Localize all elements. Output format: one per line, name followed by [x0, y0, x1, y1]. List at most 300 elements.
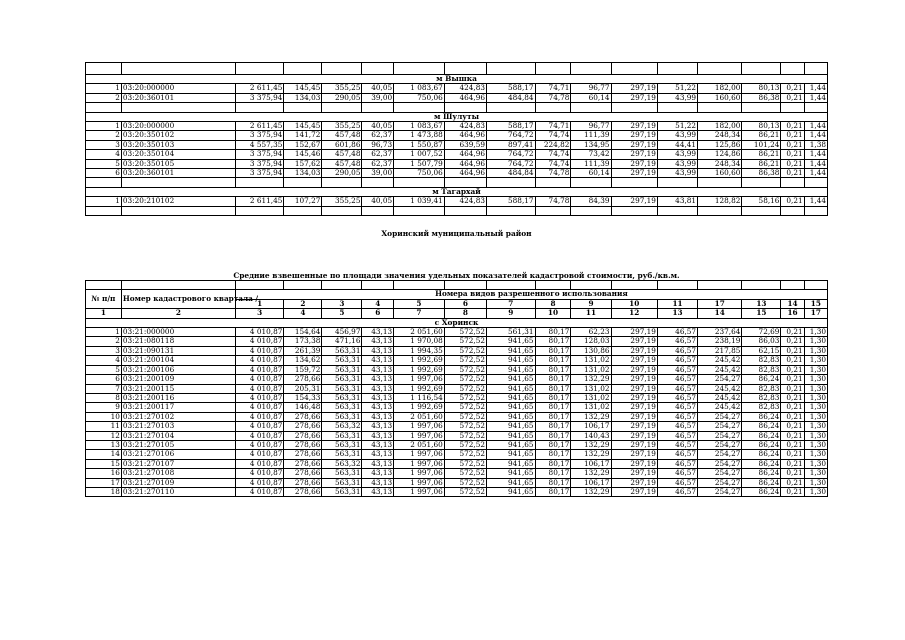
table-row	[86, 356, 828, 365]
table-cell: 572,52	[444, 403, 486, 412]
table-cell	[804, 63, 827, 75]
table-cell: 12	[86, 431, 122, 440]
table-cell: 43,13	[362, 431, 394, 440]
header-type-number: 15	[804, 299, 827, 308]
table-cell	[657, 103, 697, 112]
table-cell: 1	[86, 122, 122, 131]
table-cell	[86, 103, 122, 112]
table-cell: 484,84	[487, 169, 536, 178]
table-cell: 572,52	[444, 412, 486, 421]
header-type-number: 6	[444, 299, 486, 308]
table-cell: 254,27	[698, 431, 742, 440]
table-row	[86, 150, 828, 159]
table-cell: 4 010,87	[235, 384, 284, 393]
table-cell: 46,57	[657, 328, 697, 337]
table-cell: 290,05	[322, 169, 362, 178]
table-row	[86, 450, 828, 459]
table-subtitle-row	[86, 268, 828, 281]
table-cell: 1	[86, 328, 122, 337]
table-cell: 96,77	[571, 122, 611, 131]
table-cell: 03:20:210102	[121, 197, 235, 206]
table-cell: 297,19	[611, 328, 657, 337]
table-cell: 3 375,94	[235, 93, 284, 102]
table-cell: 154,33	[284, 393, 322, 402]
table-cell: 86,38	[742, 169, 781, 178]
table-cell: 1,44	[804, 169, 827, 178]
table-cell: 2 611,45	[235, 122, 284, 131]
table-cell: 0,21	[781, 384, 804, 393]
table-cell: 74,74	[535, 159, 571, 168]
table-cell: 457,48	[322, 159, 362, 168]
table-cell: 74,74	[535, 150, 571, 159]
table-cell: 572,52	[444, 422, 486, 431]
table-cell: 941,65	[487, 440, 536, 449]
table-cell: 563,31	[322, 478, 362, 487]
table-cell: 03:21:080118	[121, 337, 235, 346]
table-cell	[444, 63, 486, 75]
table-cell: 80,17	[535, 375, 571, 384]
table-cell: 140,43	[571, 431, 611, 440]
table-cell: 1,30	[804, 393, 827, 402]
table-cell	[571, 206, 611, 215]
table-cell: 563,31	[322, 403, 362, 412]
table-cell: 60,14	[571, 169, 611, 178]
header-type-number: 1	[235, 299, 284, 308]
table-cell	[698, 281, 742, 290]
table-cell: 4 010,87	[235, 450, 284, 459]
table-cell	[781, 178, 804, 187]
table-cell: 74,78	[535, 197, 571, 206]
table-cell: 471,16	[322, 337, 362, 346]
header-type-number: 5	[394, 299, 445, 308]
table-cell: 297,19	[611, 459, 657, 468]
table-row	[86, 422, 828, 431]
table-cell: 0,21	[781, 346, 804, 355]
table-cell: 464,96	[444, 150, 486, 159]
column-index: 14	[698, 309, 742, 318]
table-cell: 572,52	[444, 346, 486, 355]
table-cell: 297,19	[611, 403, 657, 412]
table-cell: 941,65	[487, 469, 536, 478]
table-cell: 43,13	[362, 440, 394, 449]
table-cell: 111,39	[571, 131, 611, 140]
table-cell: 14	[86, 450, 122, 459]
table-cell: 4 010,87	[235, 440, 284, 449]
table-cell: 4 010,87	[235, 337, 284, 346]
table-cell	[804, 103, 827, 112]
table-cell: 80,17	[535, 431, 571, 440]
table-cell: 4 010,87	[235, 356, 284, 365]
table-cell: 82,83	[742, 356, 781, 365]
table-row	[86, 169, 828, 178]
column-index: 10	[535, 309, 571, 318]
table-cell: 86,03	[742, 337, 781, 346]
table-cell: 132,29	[571, 440, 611, 449]
table-cell: 43,13	[362, 459, 394, 468]
table-cell: 0,21	[781, 122, 804, 131]
section-title: с Хоринск	[86, 318, 828, 327]
table-cell: 464,96	[444, 93, 486, 102]
table-cell: 131,02	[571, 403, 611, 412]
table-cell	[235, 63, 284, 75]
table-cell: 563,31	[322, 440, 362, 449]
table-cell: 563,31	[322, 412, 362, 421]
table-cell	[742, 178, 781, 187]
table-cell: 355,25	[322, 197, 362, 206]
table-cell	[611, 206, 657, 215]
table-cell: 224,82	[535, 140, 571, 149]
table-cell: 43,99	[657, 159, 697, 168]
table-cell: 278,66	[284, 450, 322, 459]
table-cell: 464,96	[444, 169, 486, 178]
table-cell: 4	[86, 356, 122, 365]
header-type-number: 2	[284, 299, 322, 308]
table-cell: 464,96	[444, 159, 486, 168]
table-cell: 03:20:360101	[121, 93, 235, 102]
table-cell: 1,44	[804, 150, 827, 159]
table-cell: 0,21	[781, 431, 804, 440]
table-cell: 1	[86, 84, 122, 93]
table-cell: 297,19	[611, 346, 657, 355]
table-cell: 03:21:270103	[121, 422, 235, 431]
table-cell: 146,48	[284, 403, 322, 412]
table-cell: 4 010,87	[235, 393, 284, 402]
table-cell: 124,86	[698, 150, 742, 159]
table-cell	[535, 206, 571, 215]
table-cell: 03:20:350105	[121, 159, 235, 168]
table-cell: 245,42	[698, 403, 742, 412]
table-cell: 80,13	[742, 122, 781, 131]
table-cell: 6	[86, 375, 122, 384]
table-cell: 456,97	[322, 328, 362, 337]
table-cell: 572,52	[444, 440, 486, 449]
table-cell: 572,52	[444, 450, 486, 459]
table-cell	[698, 63, 742, 75]
table-cell: 74,71	[535, 122, 571, 131]
table-cell	[121, 281, 235, 290]
header-type-number: 13	[742, 299, 781, 308]
table-row	[86, 197, 828, 206]
table-cell: 80,13	[742, 84, 781, 93]
table-row	[86, 384, 828, 393]
table-cell: 0,21	[781, 356, 804, 365]
table-cell: 4 010,87	[235, 412, 284, 421]
table-cell: 132,29	[571, 375, 611, 384]
table-cell: 3 375,94	[235, 159, 284, 168]
table-cell: 15	[86, 459, 122, 468]
table-cell: 297,19	[611, 169, 657, 178]
table-cell: 297,19	[611, 478, 657, 487]
table-cell: 03:21:270108	[121, 469, 235, 478]
table-cell: 80,17	[535, 422, 571, 431]
table-cell: 0,21	[781, 440, 804, 449]
table-cell: 0,21	[781, 469, 804, 478]
table-cell: 941,65	[487, 487, 536, 496]
table-cell: 563,31	[322, 487, 362, 496]
table-cell: 132,29	[571, 412, 611, 421]
table-cell: 46,57	[657, 384, 697, 393]
table-cell: 4 010,87	[235, 422, 284, 431]
table-cell	[322, 63, 362, 75]
table-cell: 1,30	[804, 469, 827, 478]
table-cell: 74,78	[535, 169, 571, 178]
table-cell: 43,99	[657, 93, 697, 102]
table-cell: 254,27	[698, 440, 742, 449]
table-cell: 2 051,60	[394, 328, 445, 337]
table-cell: 131,02	[571, 384, 611, 393]
table-cell: 82,83	[742, 403, 781, 412]
table-cell: 03:21:200106	[121, 365, 235, 374]
table-cell: 106,17	[571, 478, 611, 487]
table-cell: 254,27	[698, 459, 742, 468]
table-cell: 1,30	[804, 431, 827, 440]
table-cell: 941,65	[487, 450, 536, 459]
table-cell: 46,57	[657, 412, 697, 421]
table-cell: 1,30	[804, 328, 827, 337]
table-cell: 4 010,87	[235, 346, 284, 355]
table-cell: 03:21:270105	[121, 440, 235, 449]
table-cell	[742, 103, 781, 112]
table-cell	[657, 206, 697, 215]
column-index: 13	[657, 309, 697, 318]
table-cell: 43,81	[657, 197, 697, 206]
table-cell: 4 010,87	[235, 403, 284, 412]
table-cell: 297,19	[611, 384, 657, 393]
table-cell: 160,60	[698, 93, 742, 102]
table-cell: 3 375,94	[235, 150, 284, 159]
table-cell: 40,05	[362, 197, 394, 206]
table-cell: 297,19	[611, 440, 657, 449]
table-cell	[535, 63, 571, 75]
table-cell: 217,85	[698, 346, 742, 355]
table-cell: 1,30	[804, 375, 827, 384]
table-cell	[362, 281, 394, 290]
table-cell: 1 997,06	[394, 487, 445, 496]
header-type-number: 10	[611, 299, 657, 308]
table-cell: 39,00	[362, 169, 394, 178]
table-cell: 0,21	[781, 365, 804, 374]
table-cell: 2	[86, 131, 122, 140]
column-index: 6	[362, 309, 394, 318]
column-index: 2	[121, 309, 235, 318]
table-cell: 80,17	[535, 365, 571, 374]
table-cell	[394, 206, 445, 215]
table-cell: 563,31	[322, 431, 362, 440]
table-cell	[394, 103, 445, 112]
table-cell: 1 992,69	[394, 356, 445, 365]
table-cell	[742, 206, 781, 215]
table-cell: 0,21	[781, 375, 804, 384]
table-cell: 58,16	[742, 197, 781, 206]
table-cell: 248,34	[698, 159, 742, 168]
table-cell	[322, 103, 362, 112]
table-cell: 1,38	[804, 140, 827, 149]
table-cell: 3 375,94	[235, 169, 284, 178]
table-cell: 278,66	[284, 431, 322, 440]
table-cell: 563,32	[322, 422, 362, 431]
column-index: 16	[781, 309, 804, 318]
table-cell	[571, 103, 611, 112]
district-title: Хоринский муниципальный район	[381, 228, 532, 238]
table-cell: 941,65	[487, 365, 536, 374]
table-cell: 4 010,87	[235, 487, 284, 496]
table-cell: 1,44	[804, 93, 827, 102]
table-cell: 457,48	[322, 150, 362, 159]
table-cell: 941,65	[487, 431, 536, 440]
table-cell: 86,24	[742, 469, 781, 478]
table-cell	[698, 206, 742, 215]
table-cell: 563,31	[322, 365, 362, 374]
table-cell: 96,73	[362, 140, 394, 149]
table-cell: 1,44	[804, 84, 827, 93]
table-cell	[571, 178, 611, 187]
table-cell	[121, 63, 235, 75]
table-cell: 297,19	[611, 197, 657, 206]
table-cell: 6	[86, 169, 122, 178]
column-index: 1	[86, 309, 122, 318]
table-cell: 1,30	[804, 450, 827, 459]
table-cell: 62,23	[571, 328, 611, 337]
table-cell: 290,05	[322, 93, 362, 102]
table-cell: 03:21:270102	[121, 412, 235, 421]
table-cell	[284, 281, 322, 290]
table-row	[86, 93, 828, 102]
table-cell	[535, 103, 571, 112]
table-cell: 0,21	[781, 459, 804, 468]
table-cell: 0,21	[781, 197, 804, 206]
table-cell: 254,27	[698, 450, 742, 459]
table-cell: 46,57	[657, 365, 697, 374]
table-cell: 43,13	[362, 337, 394, 346]
table-cell: 106,17	[571, 459, 611, 468]
table-cell	[394, 178, 445, 187]
table-cell: 563,31	[322, 356, 362, 365]
table-cell	[362, 178, 394, 187]
table-cell: 297,19	[611, 131, 657, 140]
table-cell: 0,21	[781, 487, 804, 496]
table-cell: 160,60	[698, 169, 742, 178]
table-cell: 152,67	[284, 140, 322, 149]
table-cell: 1 997,06	[394, 375, 445, 384]
table-cell: 0,21	[781, 337, 804, 346]
table-cell: 43,13	[362, 478, 394, 487]
table-cell	[657, 63, 697, 75]
table-cell: 4 010,87	[235, 459, 284, 468]
column-index: 17	[804, 309, 827, 318]
column-index: 5	[322, 309, 362, 318]
table-cell: 132,29	[571, 469, 611, 478]
table-cell: 750,06	[394, 169, 445, 178]
table-cell: 80,17	[535, 450, 571, 459]
table-cell: 43,13	[362, 487, 394, 496]
table-cell: 254,27	[698, 478, 742, 487]
table-cell: 297,19	[611, 375, 657, 384]
table-cell: 278,66	[284, 412, 322, 421]
column-index: 8	[444, 309, 486, 318]
table-cell	[487, 178, 536, 187]
column-index: 15	[742, 309, 781, 318]
table-cell: 5	[86, 365, 122, 374]
table-cell: 464,96	[444, 131, 486, 140]
table-cell: 457,48	[322, 131, 362, 140]
table-cell: 572,52	[444, 328, 486, 337]
column-index: 12	[611, 309, 657, 318]
table-cell	[487, 103, 536, 112]
table-cell: 1 992,69	[394, 403, 445, 412]
table-cell: 297,19	[611, 450, 657, 459]
table-cell: 1 473,88	[394, 131, 445, 140]
table-cell: 1 116,54	[394, 393, 445, 402]
table-cell: 46,57	[657, 469, 697, 478]
table-cell: 11	[86, 422, 122, 431]
section-title: м Вышка	[86, 75, 828, 84]
table-cell: 297,19	[611, 93, 657, 102]
table-cell	[571, 63, 611, 75]
table-cell: 1 997,06	[394, 459, 445, 468]
header-types-title: Номера видов разрешенного использования	[235, 290, 827, 299]
table-cell: 43,13	[362, 422, 394, 431]
table-cell: 245,42	[698, 393, 742, 402]
table-cell	[804, 206, 827, 215]
table-cell: 131,02	[571, 356, 611, 365]
table-cell: 145,45	[284, 122, 322, 131]
table-cell: 03:21:200104	[121, 356, 235, 365]
table-cell: 941,65	[487, 403, 536, 412]
table-cell: 43,13	[362, 375, 394, 384]
table-cell: 8	[86, 393, 122, 402]
table-cell: 46,57	[657, 450, 697, 459]
table-cell: 46,57	[657, 487, 697, 496]
table-cell: 245,42	[698, 365, 742, 374]
table-cell: 1,30	[804, 412, 827, 421]
table-cell: 941,65	[487, 422, 536, 431]
table-cell	[487, 206, 536, 215]
table-cell: 03:21:270106	[121, 450, 235, 459]
table-cell: 80,17	[535, 356, 571, 365]
table-cell: 86,24	[742, 487, 781, 496]
table-cell: 764,72	[487, 159, 536, 168]
table-cell: 46,57	[657, 346, 697, 355]
table-cell	[698, 178, 742, 187]
table-cell: 86,21	[742, 131, 781, 140]
table-cell: 86,24	[742, 440, 781, 449]
table-cell: 561,31	[487, 328, 536, 337]
table-cell: 4 010,87	[235, 469, 284, 478]
table-cell: 1,30	[804, 403, 827, 412]
table-cell: 86,24	[742, 412, 781, 421]
table-cell	[742, 63, 781, 75]
table-cell: 572,52	[444, 384, 486, 393]
table-cell: 80,17	[535, 487, 571, 496]
table-cell: 238,19	[698, 337, 742, 346]
table-cell: 3 375,94	[235, 131, 284, 140]
table-cell: 1 970,08	[394, 337, 445, 346]
table-cell: 03:21:200109	[121, 375, 235, 384]
header-row	[86, 290, 828, 299]
table-cell: 74,74	[535, 131, 571, 140]
table-cell: 125,86	[698, 140, 742, 149]
table-cell: 39,00	[362, 93, 394, 102]
table-cell: 1 994,35	[394, 346, 445, 355]
table-cell: 80,17	[535, 393, 571, 402]
table-cell: 43,13	[362, 356, 394, 365]
table-cell: 1,30	[804, 356, 827, 365]
table-cell: 145,46	[284, 150, 322, 159]
table-cell: 1 997,06	[394, 469, 445, 478]
table-cell: 80,17	[535, 384, 571, 393]
table-cell: 43,13	[362, 450, 394, 459]
table-cell: 297,19	[611, 122, 657, 131]
